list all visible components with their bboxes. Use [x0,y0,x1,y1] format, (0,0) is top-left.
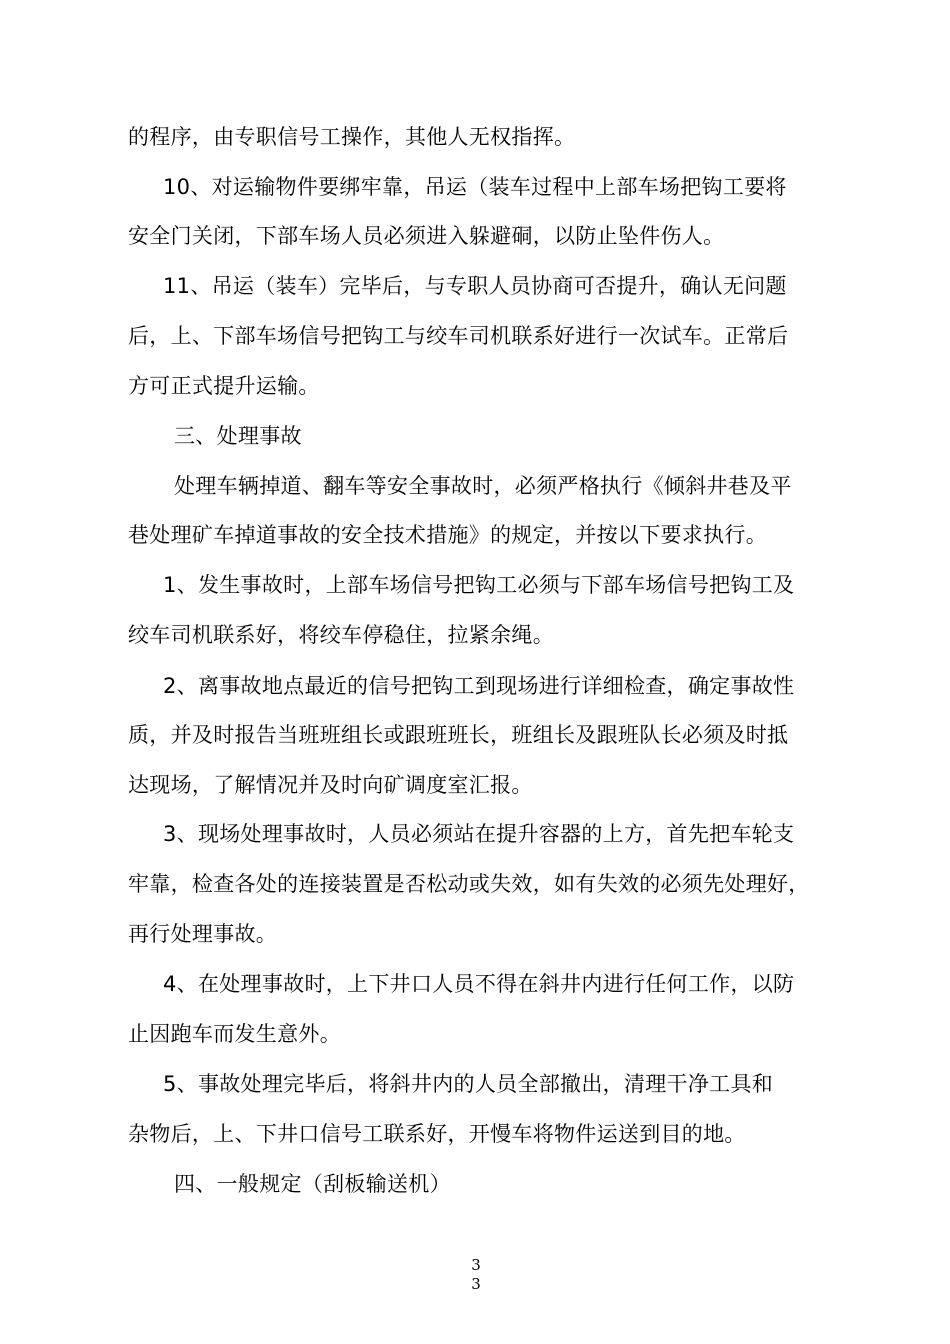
text-line: 1、发生事故时，上部车场信号把钩工必须与下部车场信号把钩工及 [163,573,795,597]
text-line: 5、事故处理完毕后，将斜井内的人员全部撤出，清理干净工具和 [163,1072,774,1096]
page-number: 3 [471,1275,481,1293]
text-line: 牢靠，检查各处的连接装置是否松动或失效，如有失效的必须先处理好， [128,872,810,896]
text-line: 方可正式提升运输。 [128,374,320,398]
text-line: 杂物后，上、下井口信号工联系好，开慢车将物件运送到目的地。 [128,1122,746,1146]
text-line: 绞车司机联系好，将绞车停稳住，拉紧余绳。 [128,623,554,647]
text-line: 2、离事故地点最近的信号把钩工到现场进行详细检查，确定事故性 [163,674,795,698]
text-line: 4、在处理事故时，上下井口人员不得在斜井内进行任何工作，以防 [163,972,795,996]
text-line: 达现场，了解情况并及时向矿调度室汇报。 [128,773,533,797]
text-line: 3、现场处理事故时，人员必须站在提升容器的上方，首先把车轮支 [163,822,795,846]
text-line: 处理车辆掉道、翻车等安全事故时，必须严格执行《倾斜井巷及平 [174,474,792,498]
section-heading: 三、处理事故 [174,424,302,448]
text-line: 巷处理矿车掉道事故的安全技术措施》的规定，并按以下要求执行。 [128,523,767,547]
section-heading: 四、一般规定（刮板输送机） [174,1172,451,1196]
text-line: 10、对运输物件要绑牢靠，吊运（装车过程中上部车场把钩工要将 [163,175,787,199]
text-line: 再行处理事故。 [128,922,278,946]
text-line: 11、吊运（装车）完毕后，与专职人员协商可否提升，确认无问题 [163,274,787,298]
text-line: 安全门关闭，下部车场人员必须进入躲避硐，以防止坠件伤人。 [128,224,725,248]
page-number: 3 [471,1256,481,1274]
text-line: 质，并及时报告当班班组长或跟班班长，班组长及跟班队长必须及时抵 [128,723,789,747]
text-line: 后，上、下部车场信号把钩工与绞车司机联系好进行一次试车。正常后 [128,324,789,348]
text-line: 止因跑车而发生意外。 [128,1022,341,1046]
text-line: 的程序，由专职信号工操作，其他人无权指挥。 [128,125,576,149]
